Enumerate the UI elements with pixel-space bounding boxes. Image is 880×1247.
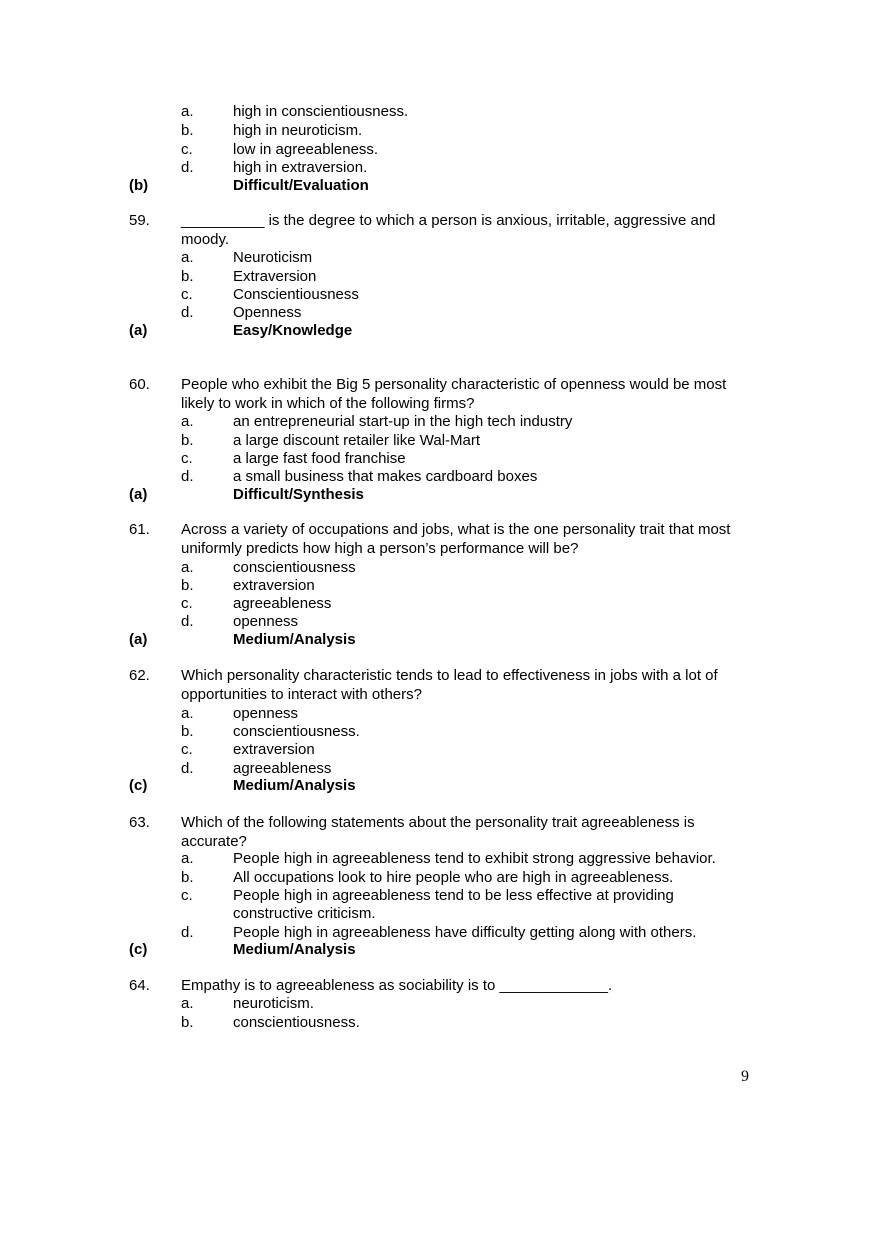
option-letter: d. xyxy=(181,468,194,485)
option-letter: a. xyxy=(181,850,194,867)
answer-key: (c) xyxy=(129,941,148,958)
option-letter: a. xyxy=(181,103,194,120)
difficulty-level: Medium/Analysis xyxy=(233,777,356,794)
option-text: openness xyxy=(233,705,299,722)
option-letter: c. xyxy=(181,595,193,612)
option-text: agreeableness xyxy=(233,595,332,612)
difficulty-level: Easy/Knowledge xyxy=(233,322,353,339)
option-letter: d. xyxy=(181,924,194,941)
question-number: 63. xyxy=(129,814,150,831)
option-letter: b. xyxy=(181,723,194,740)
answer-key: (a) xyxy=(129,322,148,339)
option-letter: b. xyxy=(181,1014,194,1031)
option-letter: d. xyxy=(181,159,194,176)
option-text: openness xyxy=(233,613,299,630)
option-text: All occupations look to hire people who are high in agreeableness. xyxy=(233,869,674,886)
option-text: extraversion xyxy=(233,741,315,758)
option-letter: c. xyxy=(181,141,193,158)
option-text: a small business that makes cardboard boxes xyxy=(233,468,538,485)
option-text: an entrepreneurial start-up in the high tech industry xyxy=(233,413,573,430)
option-text: neuroticism. xyxy=(233,995,314,1012)
option-letter: a. xyxy=(181,705,194,722)
option-letter: a. xyxy=(181,559,194,576)
option-text: Conscientiousness xyxy=(233,286,359,303)
page-number: 9 xyxy=(741,1068,749,1085)
option-letter: c. xyxy=(181,286,193,303)
option-text: People high in agreeableness have difficulty getting along with others. xyxy=(233,924,697,941)
question-stem: Which of the following statements about the personality trait agreeableness is accurate? xyxy=(181,814,695,850)
option-letter: a. xyxy=(181,249,194,266)
option-letter: d. xyxy=(181,613,194,630)
option-text: a large discount retailer like Wal-Mart xyxy=(233,432,481,449)
option-text: Neuroticism xyxy=(233,249,313,266)
option-text: conscientiousness. xyxy=(233,1014,360,1031)
option-letter: b. xyxy=(181,268,194,285)
difficulty-level: Difficult/Evaluation xyxy=(233,177,369,194)
option-text: high in neuroticism. xyxy=(233,122,363,139)
question-number: 61. xyxy=(129,521,150,538)
option-letter: b. xyxy=(181,869,194,886)
option-text: agreeableness xyxy=(233,760,332,777)
option-letter: b. xyxy=(181,577,194,594)
option-text: Extraversion xyxy=(233,268,317,285)
option-letter: b. xyxy=(181,432,194,449)
option-text: low in agreeableness. xyxy=(233,141,379,158)
option-text: conscientiousness. xyxy=(233,723,360,740)
difficulty-level: Medium/Analysis xyxy=(233,631,356,648)
option-text: People high in agreeableness tend to be less effective at providing constructive criticism. xyxy=(233,887,674,922)
option-text: high in conscientiousness. xyxy=(233,103,409,120)
option-text: high in extraversion. xyxy=(233,159,368,176)
option-text: a large fast food franchise xyxy=(233,450,406,467)
difficulty-level: Difficult/Synthesis xyxy=(233,486,364,503)
question-stem: Which personality characteristic tends to lead to effectiveness in jobs with a lot of opportunities to interact with others? xyxy=(181,667,718,703)
question-number: 60. xyxy=(129,376,150,393)
option-text: extraversion xyxy=(233,577,315,594)
option-letter: a. xyxy=(181,995,194,1012)
option-letter: a. xyxy=(181,413,194,430)
option-letter: c. xyxy=(181,887,193,904)
answer-key: (a) xyxy=(129,631,148,648)
option-letter: d. xyxy=(181,760,194,777)
question-number: 59. xyxy=(129,212,150,229)
option-letter: b. xyxy=(181,122,194,139)
question-number: 62. xyxy=(129,667,150,684)
option-letter: c. xyxy=(181,741,193,758)
answer-key: (c) xyxy=(129,777,148,794)
option-text: Openness xyxy=(233,304,302,321)
question-stem: Empathy is to agreeableness as sociability is to _____________. xyxy=(181,977,613,994)
option-text: People high in agreeableness tend to exhibit strong aggressive behavior. xyxy=(233,850,716,867)
difficulty-level: Medium/Analysis xyxy=(233,941,356,958)
question-number: 64. xyxy=(129,977,150,994)
answer-key: (b) xyxy=(129,177,149,194)
answer-key: (a) xyxy=(129,486,148,503)
question-stem: __________ is the degree to which a person is anxious, irritable, aggressive and moody. xyxy=(181,212,716,248)
option-letter: d. xyxy=(181,304,194,321)
question-stem: People who exhibit the Big 5 personality characteristic of openness would be most likely to work in which of the following firms? xyxy=(181,376,727,412)
option-letter: c. xyxy=(181,450,193,467)
question-stem: Across a variety of occupations and jobs, what is the one personality trait that most uniformly predicts how high a person’s performance will be? xyxy=(181,521,731,557)
option-text: conscientiousness xyxy=(233,559,356,576)
